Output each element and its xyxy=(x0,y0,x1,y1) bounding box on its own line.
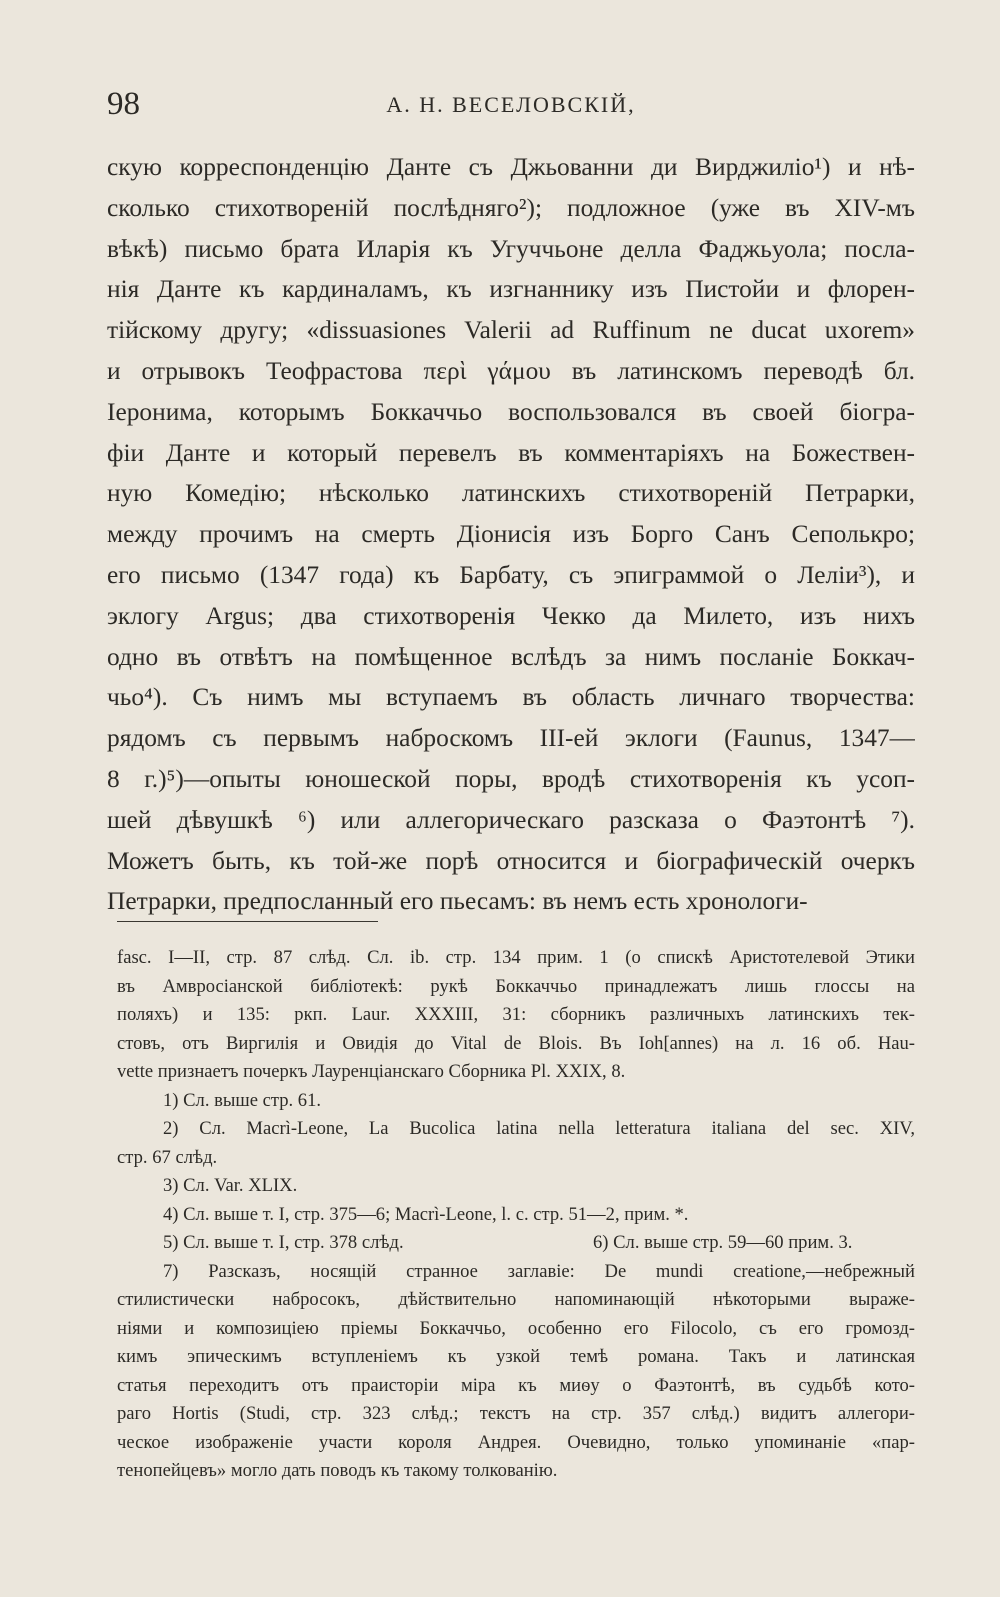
text-line: Можетъ быть, къ той-же порѣ относится и біографическій очеркъ xyxy=(107,846,915,875)
text-line: ную Комедію; нѣсколько латинскихъ стихотвореній Петрарки, xyxy=(107,479,915,508)
text-line: чьо⁴). Съ нимъ мы вступаемъ въ область личнаго творчества: xyxy=(107,683,915,712)
footnote-1: 1) Сл. выше стр. 61. xyxy=(163,1089,322,1111)
text-line: Іеронима, которымъ Боккаччьо воспользовался въ своей біогра- xyxy=(107,397,915,426)
footnote-6: 6) Сл. выше стр. 59—60 прим. 3. xyxy=(593,1232,853,1253)
text-line: вѣкѣ) письмо брата Иларія къ Угуччьоне делла Фаджьуола; посла- xyxy=(107,234,915,263)
text-line: шей дѣвушкѣ ⁶) или аллегорическаго разсказа о Фаэтонтѣ ⁷). xyxy=(107,805,915,834)
footnote-line: тенопейцевъ» могло дать поводъ къ такому толкованію. xyxy=(117,1460,558,1481)
footnote-2: 2) Сл. Macrì-Leone, La Bucolica latina nella letteratura italiana del sec. XIV, xyxy=(163,1118,915,1139)
text-line: Петрарки, предпосланный его пьесамъ: въ немъ есть хронологи- xyxy=(107,887,808,916)
page-number: 98 xyxy=(107,86,140,122)
footnote-3: 3) Сл. Var. XLIX. xyxy=(163,1175,298,1196)
footnote-line: поляхъ) и 135: ркп. Laur. XXXIII, 31: сборникъ различныхъ латинскихъ тек- xyxy=(117,1004,915,1025)
footnote-line: въ Амвросіанской библіотекѣ: рукѣ Боккаччьо принадлежатъ лишь глоссы на xyxy=(117,975,915,997)
text-line: 8 г.)⁵)—опыты юношеской поры, вродѣ стихотворенія къ усоп- xyxy=(107,764,915,793)
text-line: и отрывокъ Теофрастова περὶ γάμου въ латинскомъ переводѣ бл. xyxy=(107,356,915,385)
footnote-line: кимъ эпическимъ вступленіемъ къ узкой темѣ романа. Такъ и латинская xyxy=(117,1346,915,1367)
text-line: его письмо (1347 года) къ Барбату, съ эпиграммой о Леліи³), и xyxy=(107,560,915,589)
text-line: рядомъ съ первымъ наброскомъ III-ей эклоги (Faunus, 1347— xyxy=(107,724,915,753)
footnote-line: fasc. I—II, стр. 87 слѣд. Сл. ib. стр. 134 прим. 1 (о спискѣ Аристотелевой Этики xyxy=(117,947,915,968)
footnote-line: раго Hortis (Studi, стр. 323 слѣд.; текстъ на стр. 357 слѣд.) видитъ аллегори- xyxy=(117,1403,915,1424)
footnote-line: статья переходитъ отъ праисторіи міра къ миѳу о Фаэтонтѣ, въ судьбѣ кото- xyxy=(117,1374,915,1396)
footnotes xyxy=(117,944,915,1486)
footnote-5: 5) Сл. выше т. I, стр. 378 слѣд. xyxy=(163,1232,404,1253)
footnote-line: стилистически набросокъ, дѣйствительно напоминающій нѣкоторыми выраже- xyxy=(117,1289,915,1310)
footnote-line: ческое изображеніе участи короля Андрея. Очевидно, только упоминаніе «пар- xyxy=(117,1431,915,1453)
text-line: одно въ отвѣтъ на помѣщенное вслѣдъ за нимъ посланіе Боккач- xyxy=(107,642,915,671)
footnote-7: 7) Разсказъ, носящій странное заглавіе: De mundi creatione,—небрежный xyxy=(163,1260,915,1282)
running-head xyxy=(107,84,915,124)
text-line: нія Данте къ кардиналамъ, къ изгнаннику изъ Пистойи и флорен- xyxy=(107,275,915,304)
running-title: А. Н. ВЕСЕЛОВСКІЙ, xyxy=(386,92,636,117)
text-line: сколько стихотвореній послѣдняго²); подложное (уже въ XIV-мъ xyxy=(107,193,915,222)
text-line: фіи Данте и который перевелъ въ комментаріяхъ на Божествен- xyxy=(107,438,915,467)
text-line: скую корреспонденцію Данте съ Джьованни ди Вирджиліо¹) и нѣ- xyxy=(107,153,915,181)
footnote-line: стр. 67 слѣд. xyxy=(117,1146,218,1168)
main-text xyxy=(107,147,915,922)
footnote-line: ніями и композиціею пріемы Боккаччьо, особенно его Filocolo, съ его громозд- xyxy=(117,1317,915,1339)
footnote-5-6-row xyxy=(117,1229,915,1258)
footnote-4: 4) Сл. выше т. I, стр. 375—6; Macrì-Leone, l. c. стр. 51—2, прим. *. xyxy=(163,1203,689,1225)
footnote-line: vette признаетъ почеркъ Лауренціанскаго Сборника Pl. XXIX, 8. xyxy=(117,1061,626,1082)
footnote-line: стовъ, отъ Виргилія и Овидія до Vital de Blois. Въ Ioh[annes) на л. 16 об. Hau- xyxy=(117,1032,915,1054)
text-line: тійскому другу; «dissuasiones Valerii ad Ruffinum ne ducat uxorem» xyxy=(107,316,915,345)
text-line: эклогу Argus; два стихотворенія Чекко да Милето, изъ нихъ xyxy=(107,601,915,630)
text-line: между прочимъ на смерть Діонисія изъ Борго Санъ Сеполькро; xyxy=(107,520,915,549)
footnote-rule xyxy=(117,921,378,922)
